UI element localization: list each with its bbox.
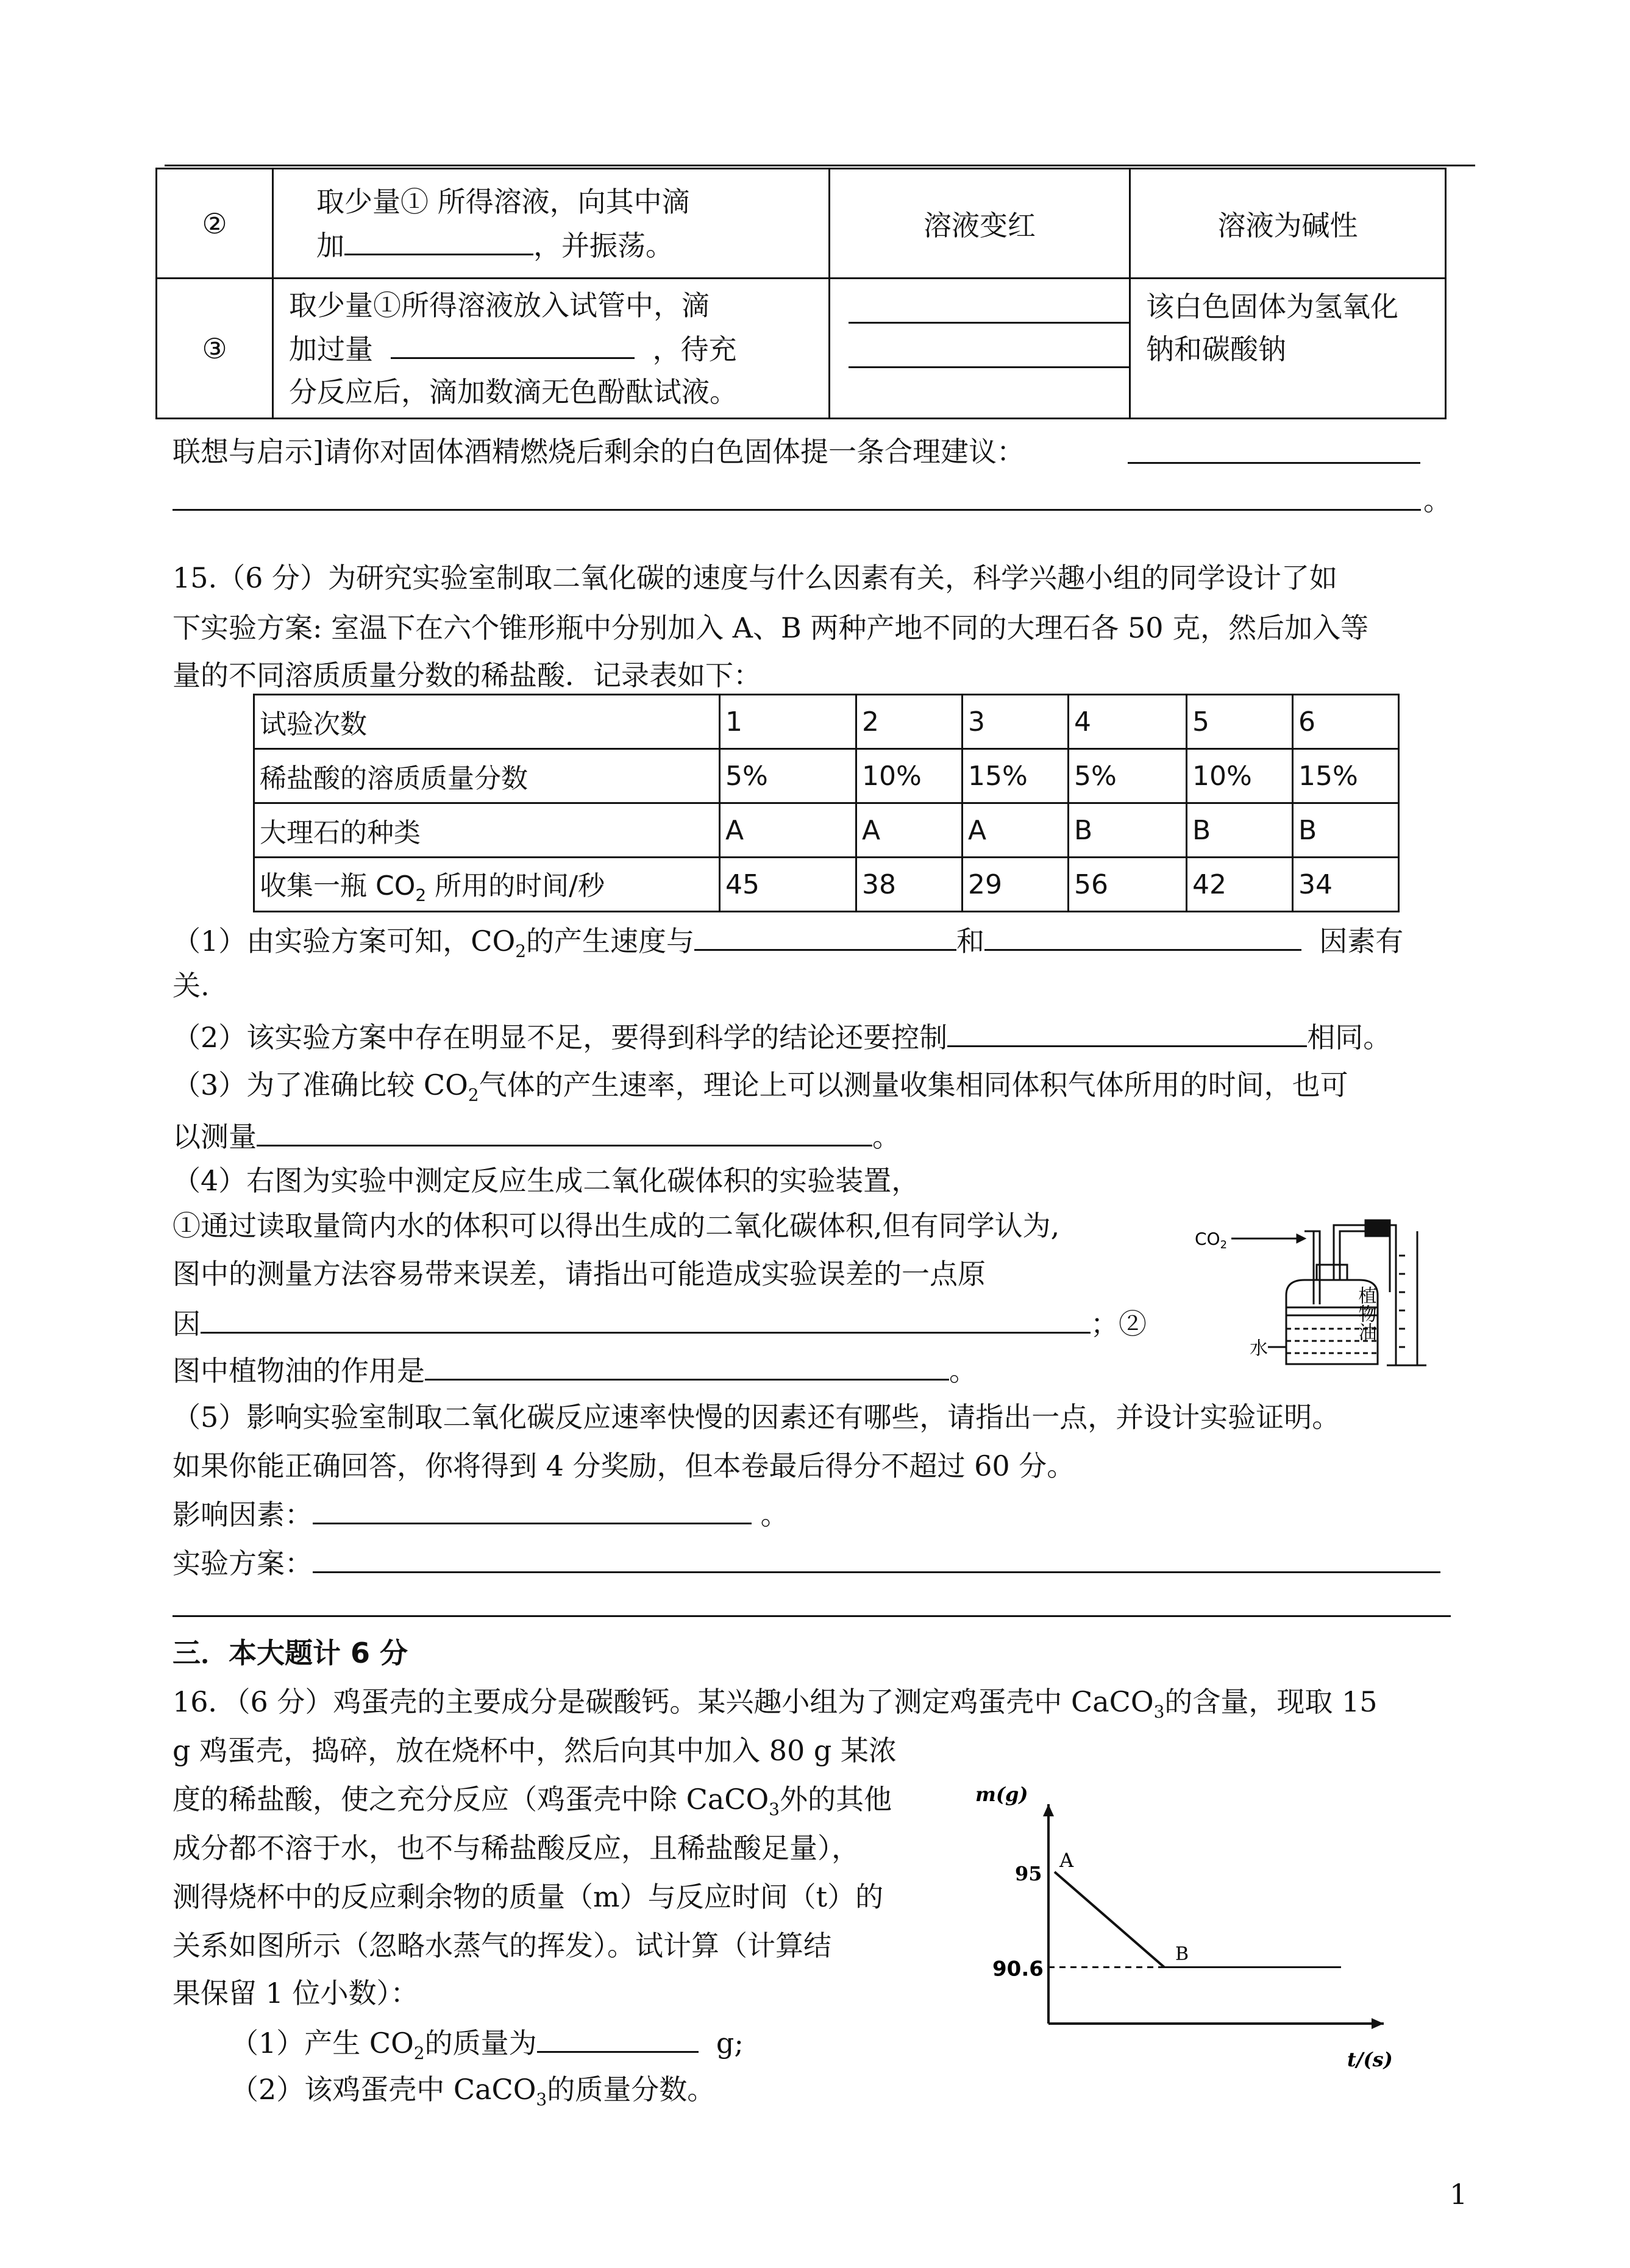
section-heading: 三．本大题计 6 分 [173, 1637, 408, 1669]
q15-sub4-b: ①通过读取量筒内水的体积可以得出生成的二氧化碳体积,但有同学认为, [173, 1209, 1060, 1242]
period: 。 [760, 1498, 789, 1531]
conclusion-text: 溶液为碱性 [1217, 208, 1358, 242]
q15-sub5: （5）影响实验室制取二氧化碳反应速率快慢的因素还有哪些，请指出一点，并设计实验证明。 [173, 1401, 1340, 1434]
q15-sub2 [173, 1015, 1391, 1059]
step-text-part: 加 [316, 229, 344, 262]
period: 。 [1423, 484, 1451, 517]
y-axis-arrow [1043, 1804, 1054, 1816]
answer-blank[interactable] [849, 291, 1129, 324]
suggestion-prompt [173, 430, 1025, 473]
q16-line-6: 关系如图所示（忽略水蒸气的挥发）。试计算（计算结 [173, 1929, 831, 1962]
step-text-3: 分反应后，滴加数滴无色酚酞试液。 [289, 375, 738, 408]
subscript: 2 [1220, 1239, 1228, 1251]
table-cell: 大理石的种类 [254, 803, 720, 858]
table-cell: A [963, 803, 1069, 858]
table-cell [157, 279, 273, 419]
q15-sub1-cont: 关. [173, 969, 210, 1002]
q15-sub3 [173, 1064, 1348, 1117]
answer-blank[interactable] [391, 327, 635, 359]
step-text-2 [316, 223, 828, 267]
text-part: 图中植物油的作用是 [173, 1354, 425, 1387]
answer-blank[interactable] [201, 1301, 1091, 1334]
subscript: 3 [769, 1799, 780, 1820]
table-cell: 45 [720, 858, 856, 912]
q16-sub2 [230, 2068, 715, 2121]
answer-line[interactable] [173, 1615, 1451, 1617]
period: 。 [949, 1354, 977, 1387]
table-cell: B [1069, 803, 1187, 858]
oil-label: 植物油 [1354, 1286, 1376, 1341]
factor-input[interactable] [313, 1492, 752, 1524]
table-cell [273, 169, 830, 279]
x-axis-label: t/(s) [1347, 2048, 1393, 2071]
table-cell: 10% [1187, 749, 1293, 803]
text-part: 气体的产生速率，理论上可以测量收集相同体积气体所用的时间，也可 [479, 1068, 1348, 1101]
mass-time-chart [969, 1768, 1408, 2085]
subscript: 3 [1153, 1702, 1165, 1722]
table-row [157, 169, 1446, 279]
table-cell: B [1293, 803, 1399, 858]
text-part: 相同。 [1307, 1021, 1392, 1054]
step-text-part: ，待充 [652, 332, 737, 366]
table-cell [273, 279, 830, 419]
page-number: 1 [1450, 2178, 1468, 2211]
table-cell: 15% [1293, 749, 1399, 803]
text-part: （3）为了准确比较 CO [173, 1068, 468, 1101]
q16-line-7: 果保留 1 位小数）： [173, 1977, 419, 2010]
answer-blank[interactable] [984, 919, 1301, 951]
outlet-tube-inner [1340, 1231, 1390, 1292]
co2-text: CO [1195, 1229, 1220, 1249]
table-row [254, 749, 1399, 803]
answer-line[interactable] [173, 509, 1421, 511]
factor-line [173, 1492, 789, 1536]
table-cell [830, 169, 1130, 279]
table-cell [1130, 279, 1446, 419]
text-part: （1）由实验方案可知，CO [173, 925, 516, 958]
row-number: ② [202, 207, 227, 240]
table-cell: 15% [963, 749, 1069, 803]
text-part: （2）该鸡蛋壳中 CaCO [230, 2073, 536, 2106]
table-cell: 38 [856, 858, 963, 912]
table-cell: 5 [1187, 695, 1293, 749]
table-cell: 56 [1069, 858, 1187, 912]
text-part: 外的其他 [779, 1783, 892, 1816]
q15-sub1 [173, 919, 1403, 973]
answer-blank[interactable] [849, 336, 1129, 368]
text-part: 16．（6 分）鸡蛋壳的主要成分是碳酸钙。某兴趣小组为了测定鸡蛋壳中 CaCO [173, 1685, 1154, 1718]
table-cell: 34 [1293, 858, 1399, 912]
table-cell: A [856, 803, 963, 858]
table-row [254, 803, 1399, 858]
y-tick-label: 90.6 [992, 1957, 1044, 1982]
step-text: 取少量① 所得溶液，向其中滴 [316, 185, 690, 218]
answer-blank[interactable] [694, 919, 956, 951]
table-row [254, 858, 1399, 912]
series-line-ab [1055, 1872, 1164, 1967]
text-part: 以测量 [173, 1120, 257, 1153]
q15-sub4-c: 图中的测量方法容易带来误差，请指出可能造成实验误差的一点原 [173, 1257, 986, 1290]
q15-sub4: （4）右图为实验中测定反应生成二氧化碳体积的实验装置， [173, 1164, 920, 1197]
tube-connector [1365, 1220, 1390, 1236]
arrow-head [1297, 1235, 1304, 1242]
text-part: ；② [1091, 1307, 1147, 1340]
table-cell: 2 [856, 695, 963, 749]
table-cell: 3 [963, 695, 1069, 749]
table-cell: 6 [1293, 695, 1399, 749]
text-part: g; [716, 2027, 744, 2060]
water-label: 水 [1250, 1338, 1268, 1359]
q16-line-4: 成分都不溶于水，也不与稀盐酸反应，且稀盐酸足量）， [173, 1832, 859, 1865]
results-table [253, 694, 1400, 912]
factor-label: 影响因素： [173, 1498, 313, 1531]
table-cell: 5% [1069, 749, 1187, 803]
q15-sub5-b: 如果你能正确回答，你将得到 4 分奖励，但本卷最后得分不超过 60 分。 [173, 1449, 1075, 1482]
table-cell [1130, 169, 1446, 279]
step-text: 取少量①所得溶液放入试管中，滴 [289, 288, 710, 322]
q15-sub4-f [173, 1348, 977, 1392]
text-part: 的产生速度与 [526, 925, 695, 958]
text-part: （1）产生 CO [230, 2027, 414, 2060]
table-cell: A [720, 803, 856, 858]
subscript: 2 [415, 884, 427, 905]
table-cell [157, 169, 273, 279]
subscript: 2 [468, 1085, 479, 1106]
table-cell: 4 [1069, 695, 1187, 749]
subscript: 2 [515, 941, 527, 962]
q15-line-1: 15.（6 分）为研究实验室制取二氧化碳的速度与什么因素有关，科学兴趣小组的同学设计了如 [173, 561, 1338, 594]
plan-label: 实验方案： [173, 1547, 313, 1580]
text-part: 和 [956, 925, 985, 958]
q15-line-2: 下实验方案: 室温下在六个锥形瓶中分别加入 A、B 两种产地不同的大理石各 50 克，然后加入等 [173, 611, 1369, 644]
text-part: （2）该实验方案中存在明显不足，要得到科学的结论还要控制 [173, 1021, 948, 1054]
answer-blank[interactable] [537, 2021, 699, 2053]
q16-line-2: g 鸡蛋壳，捣碎，放在烧杯中，然后向其中加入 80 g 某浓 [173, 1734, 897, 1767]
text-part: 因 [173, 1307, 201, 1340]
suggestion-text: 联想与启示]请你对固体酒精燃烧后剩余的白色固体提一条合理建议： [173, 435, 1025, 468]
q16-line-5: 测得烧杯中的反应剩余物的质量（m）与反应时间（t）的 [173, 1880, 884, 1913]
table-cell: 29 [963, 858, 1069, 912]
conclusion-text-2: 钠和碳酸钠 [1146, 333, 1286, 366]
table-row [254, 695, 1399, 749]
table-cell: 1 [720, 695, 856, 749]
experiment-table [155, 168, 1447, 419]
q15-sub3-cont [173, 1114, 900, 1158]
answer-blank[interactable] [344, 223, 533, 255]
answer-blank[interactable] [257, 1114, 872, 1146]
q15-line-3: 量的不同溶质质量分数的稀盐酸．记录表如下： [173, 659, 761, 692]
table-cell [830, 279, 1130, 419]
table-cell: 5% [720, 749, 856, 803]
answer-blank[interactable] [425, 1348, 949, 1381]
table-cell: 稀盐酸的溶质质量分数 [254, 749, 720, 803]
graduated-cylinder [1396, 1231, 1417, 1365]
y-axis-label: m(g) [975, 1783, 1028, 1806]
table-cell: B [1187, 803, 1293, 858]
table-cell: 试验次数 [254, 695, 720, 749]
q16-line-3 [173, 1778, 892, 1831]
point-label-a: A [1059, 1849, 1074, 1872]
subscript: 2 [413, 2043, 425, 2064]
apparatus-diagram [1195, 1207, 1451, 1378]
step-text-part: 加过量 [289, 332, 373, 366]
q16-sub1 [230, 2021, 744, 2075]
row-number: ③ [202, 332, 227, 365]
answer-blank[interactable] [947, 1015, 1307, 1047]
text-part: 的含量，现取 15 [1164, 1685, 1378, 1718]
x-axis-arrow [1372, 2018, 1384, 2029]
q15-sub4-d [173, 1301, 1147, 1345]
plan-input[interactable] [313, 1541, 1440, 1573]
y-tick-label: 95 [1015, 1862, 1042, 1886]
plan-line [173, 1541, 1440, 1585]
header-rule [165, 165, 1475, 166]
table-row [157, 279, 1446, 419]
conclusion-text: 该白色固体为氢氧化 [1146, 290, 1398, 323]
point-label-b: B [1175, 1943, 1189, 1965]
text-part: 度的稀盐酸，使之充分反应（鸡蛋壳中除 CaCO [173, 1783, 769, 1816]
bottle-neck [1317, 1265, 1347, 1280]
period: 。 [872, 1120, 900, 1153]
co2-label [1195, 1229, 1227, 1251]
text-part: 因素有 [1319, 925, 1404, 958]
answer-line[interactable] [1128, 462, 1420, 464]
step-text-part: ，并振荡。 [533, 229, 674, 262]
table-cell: 收集一瓶 $CO_2$ 所用的时间/秒 [254, 858, 720, 912]
subscript: 3 [536, 2089, 547, 2110]
phenomenon-text: 溶液变红 [924, 208, 1036, 242]
text-part: 的质量为 [424, 2027, 537, 2060]
table-cell: 10% [856, 749, 963, 803]
table-cell: 42 [1187, 858, 1293, 912]
q16-line-1 [173, 1680, 1378, 1733]
step-text-2 [289, 327, 828, 371]
text-part: 的质量分数。 [547, 2073, 716, 2106]
